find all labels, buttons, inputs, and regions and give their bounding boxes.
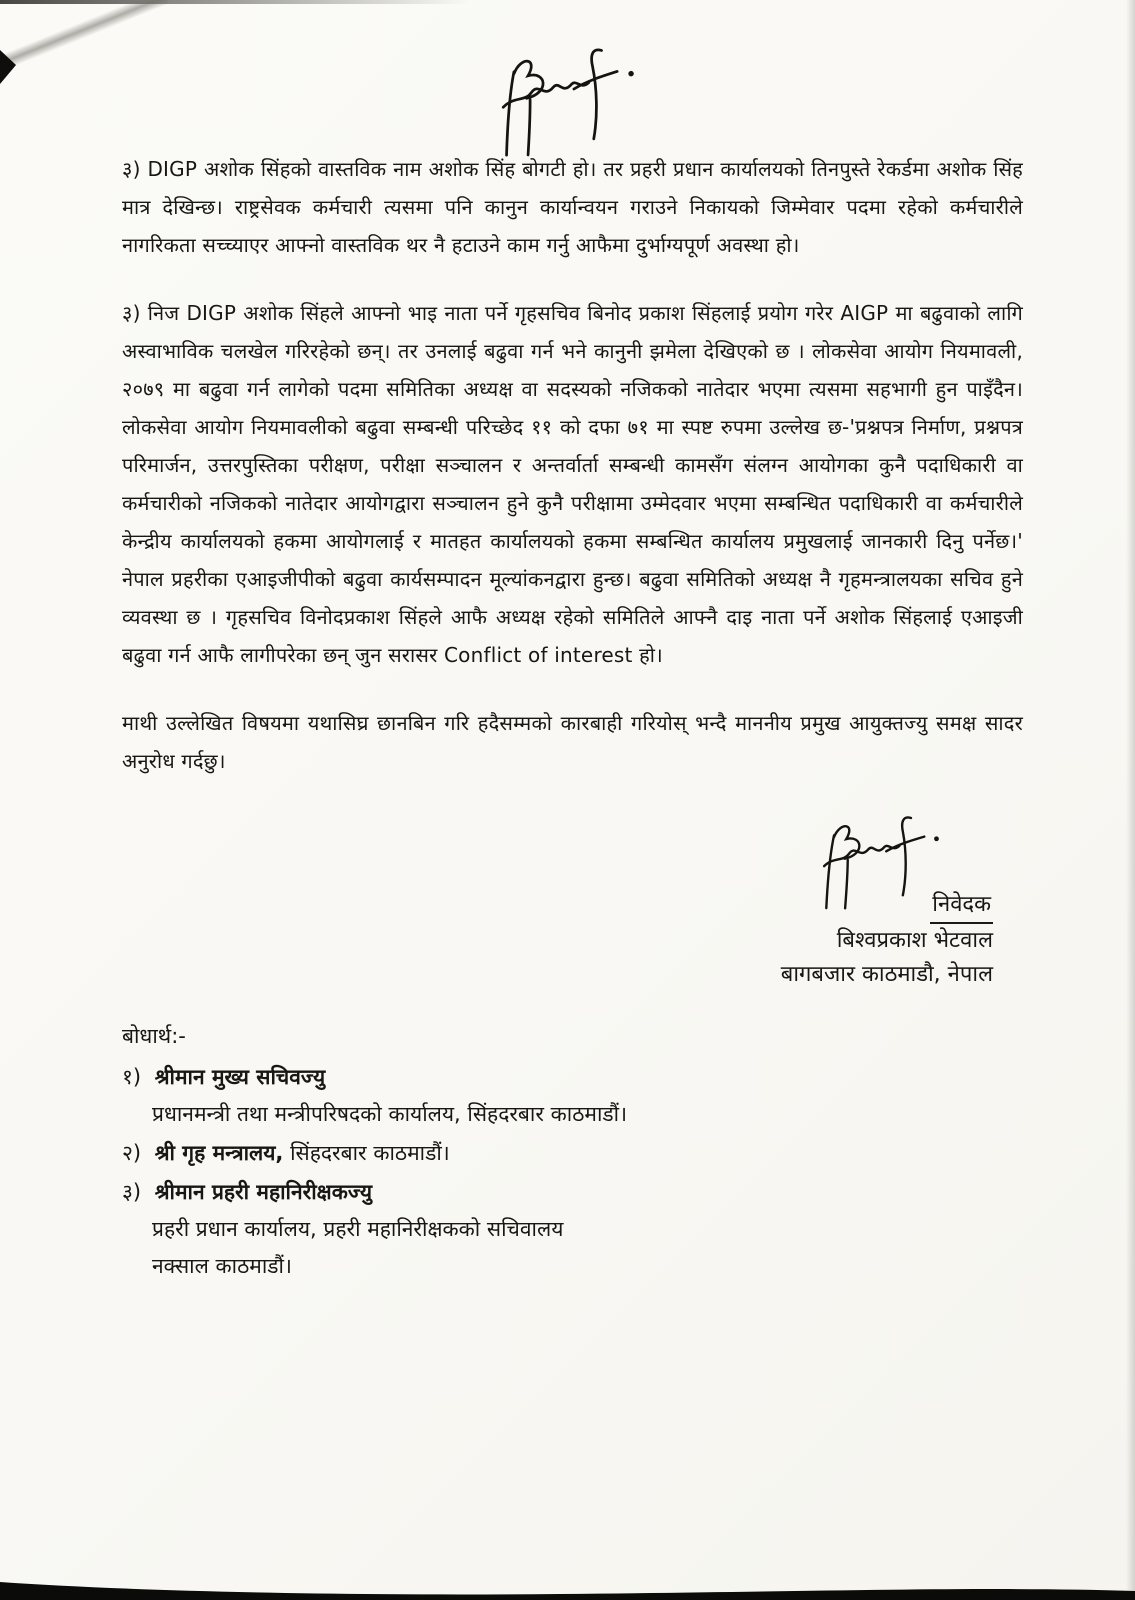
cc-heading: बोधार्थ:-: [122, 1024, 186, 1048]
cc-item-3-number: ३): [122, 1180, 142, 1204]
cc-item-1: [122, 1059, 1023, 1133]
cc-item-1-number: १): [122, 1065, 142, 1089]
applicant-role-text: निवेदक: [930, 889, 993, 924]
scan-top-edge-artifact: [0, 0, 470, 4]
cc-item-2-title: श्री गृह मन्त्रालय,: [154, 1141, 284, 1165]
cc-item-3-head: [122, 1174, 1023, 1211]
cc-item-1-head: [122, 1059, 1023, 1096]
paragraph-2: ३) निज DIGP अशोक सिंहले आफ्नो भाइ नाता पर्ने गृहसचिव बिनोद प्रकाश सिंहलाई प्रयोग गरेर AIGP मा बढुवाको लागि अस्वाभाविक चलखेल गरिरहेको छन्। तर उनलाई बढुवा गर्न भने कानुनी झमेला देखिएको छ । लोकसेवा आयोग नियमावली, २०७९ मा बढुवा गर्न लागेको पदमा समितिका अध्यक्ष वा सदस्यको नजिकको नातेदार भएमा त्यसमा सहभागी हुन पाइँदैन। लोकसेवा आयोग नियमावलीको बढुवा सम्बन्धी परिच्छेद ११ को दफा ७१ मा स्पष्ट रुपमा उल्लेख छ-'प्रश्नपत्र निर्माण, प्रश्नपत्र परिमार्जन, उत्तरपुस्तिका परीक्षण, परीक्षा सञ्चालन र अन्तर्वार्ता सम्बन्धी कामसँग संलग्न आयोगका कुनै पदाधिकारी वा कर्मचारीको नजिकको नातेदार आयोगद्वारा सञ्चालन हुने कुनै परीक्षामा उम्मेदवार भएमा सम्बन्धित पदाधिकारी वा कर्मचारीले केन्द्रीय कार्यालयको हकमा आयोगलाई र मातहत कार्यालयको हकमा सम्बन्धित कार्यालय प्रमुखलाई जानकारी दिनु पर्नेछ।' नेपाल प्रहरीका एआइजीपीको बढुवा कार्यसम्पादन मूल्यांकनद्वारा हुन्छ। बढुवा समितिको अध्यक्ष नै गृहमन्त्रालयका सचिव हुने व्यवस्था छ । गृहसचिव विनोदप्रकाश सिंहले आफै अध्यक्ष रहेको समितिले आफ्नै दाइ नाता पर्ने अशोक सिंहलाई एआइजी बढुवा गर्न आफै लागीपरेका छन् जुन सरासर Conflict of interest हो।: [122, 301, 1023, 667]
cc-item-3-title: श्रीमान प्रहरी महानिरीक्षकज्यु: [154, 1180, 373, 1204]
cc-item-3-detail-2: नक्साल काठमाडौं।: [152, 1254, 292, 1278]
paragraph-1: ३) DIGP अशोक सिंहको वास्तविक नाम अशोक सिंह बोगटी हो। तर प्रहरी प्रधान कार्यालयको तिनपुस्ते रेकर्डमा अशोक सिंह मात्र देखिन्छ। राष्ट्रसेवक कर्मचारी त्यसमा पनि कानुन कार्यान्वयन गराउने निकायको जिम्मेवार पदमा रहेको कर्मचारीले नागरिकता सच्च्याएर आफ्नो वास्तविक थर नै हटाउने काम गर्नु आफैमा दुर्भाग्यपूर्ण अवस्था हो।: [122, 157, 1023, 257]
scan-right-edge-shade: [1126, 0, 1135, 1600]
applicant-name: बिश्वप्रकाश भेटवाल: [836, 928, 993, 953]
cc-item-3-detail: प्रहरी प्रधान कार्यालय, प्रहरी महानिरीक्षकको सचिवालय: [152, 1217, 564, 1241]
cc-section: [122, 1018, 1023, 1285]
cc-item-2-number: २): [122, 1141, 142, 1165]
applicant-address: बागबजार काठमाडौ, नेपाल: [780, 962, 993, 987]
cc-item-2-detail: सिंहदरबार काठमाडौं।: [290, 1141, 450, 1165]
page-fold-shadow: [0, 0, 169, 73]
closing-paragraph: माथी उल्लेखित विषयमा यथासिघ्र छानबिन गरि हदैसम्मको कारबाही गरियोस् भन्दै माननीय प्रमुख आयुक्तज्यु समक्ष सादर अनुरोध गर्दछु।: [122, 711, 1023, 773]
cc-item-2-head: [122, 1135, 1023, 1172]
letter-body: [122, 150, 1023, 1287]
page-fold-corner-artifact: [0, 50, 16, 84]
cc-item-1-title: श्रीमान मुख्य सचिवज्यु: [154, 1065, 326, 1089]
signature-icon: [791, 804, 963, 920]
cc-item-3: [122, 1174, 1023, 1285]
signature-block: [122, 810, 993, 992]
scan-bottom-edge-artifact: [0, 1578, 1135, 1600]
cc-item-1-detail: प्रधानमन्त्री तथा मन्त्रीपरिषदको कार्यालय, सिंहदरबार काठमाडौं।: [152, 1102, 628, 1126]
cc-item-2: [122, 1135, 1023, 1172]
